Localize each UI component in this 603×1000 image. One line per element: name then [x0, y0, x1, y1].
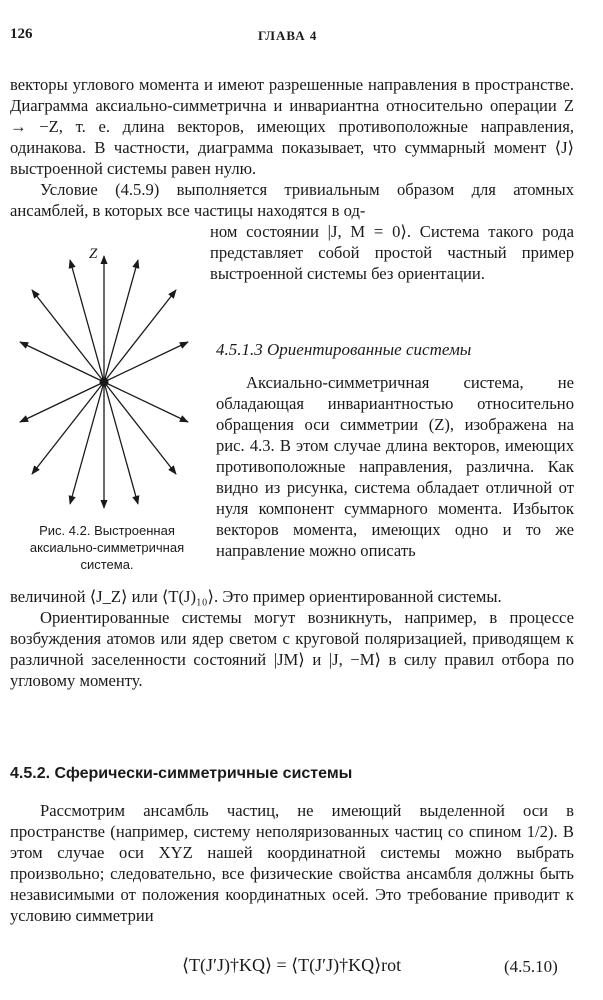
paragraph-3-start: Аксиально-симметричная система, не обладающая инвариантностью относительно обращения оси симметрии (Z), изображена на рис. 4.3. В этом случае длина векторов, имеющих противоположные направления, различна. Как видно из рисунка, система обладает отличной от нуля компонент суммарного момента. Избыток векторов момента, имеющих одно и то же направление можно описать [216, 373, 574, 560]
paragraph-1: векторы углового момента и имеют разрешенные направления в пространстве. Диаграмма аксиально-симметрична и инвариантна относительно операции Z → −Z, т. е. длина векторов, имеющих противоположные направления, одинакова. В частности, диаграмма показывает, что суммарный момент ⟨J⟩ выстроенной системы равен нулю. [10, 75, 574, 178]
paragraph-3-end: величиной ⟨J_Z⟩ или ⟨T(J)₁₀⟩. Это пример ориентированной системы. [10, 587, 502, 606]
aligned-system-diagram [14, 238, 194, 528]
origin-dot [100, 378, 109, 387]
section-text-block [10, 800, 574, 926]
equation-number: (4.5.10) [504, 957, 558, 976]
paragraph-4: Ориентированные системы могут возникнуть, например, в процессе возбуждения атомов или ядер светом с круговой поляризацией, приводящем к различной заселенности состояний |JM⟩ и |J, −M⟩ в силу правил отбора по угловому моменту. [10, 608, 574, 690]
paragraph-5: Рассмотрим ансамбль частиц, не имеющий выделенной оси в пространстве (например, систему неполяризованных частиц со спином 1/2). В этом случае оси XYZ нашей координатной системы можно выбрать произвольно; следовательно, все физические свойства ансамбля должны быть независимыми от положения координатных осей. Это требование приводит к условию симметрии [10, 801, 574, 925]
chapter-title: ГЛАВА 4 [258, 28, 318, 43]
equation: ⟨T(J′J)†KQ⟩ = ⟨T(J′J)†KQ⟩rot [182, 955, 402, 975]
page-number: 126 [10, 26, 33, 42]
right-text-block [216, 372, 574, 561]
z-axis-label: Z [89, 246, 98, 262]
after-figure-text-block [10, 586, 574, 691]
paragraph-2-end: ном состоянии |J, M = 0⟩. Система такого рода представляет собой простой частный пример выстроенной системы без ориентации. [210, 222, 574, 283]
subsection-title: 4.5.1.3 Ориентированные системы [216, 340, 472, 359]
paragraph-2-start: Условие (4.5.9) выполняется тривиальным образом для атомных ансамблей, в которых все частицы находятся в од- [10, 180, 574, 220]
figure-caption: Рис. 4.2. Выстроенная аксиально-симметричная система. [29, 523, 185, 572]
section-title: 4.5.2. Сферически-симметричные системы [10, 765, 353, 782]
